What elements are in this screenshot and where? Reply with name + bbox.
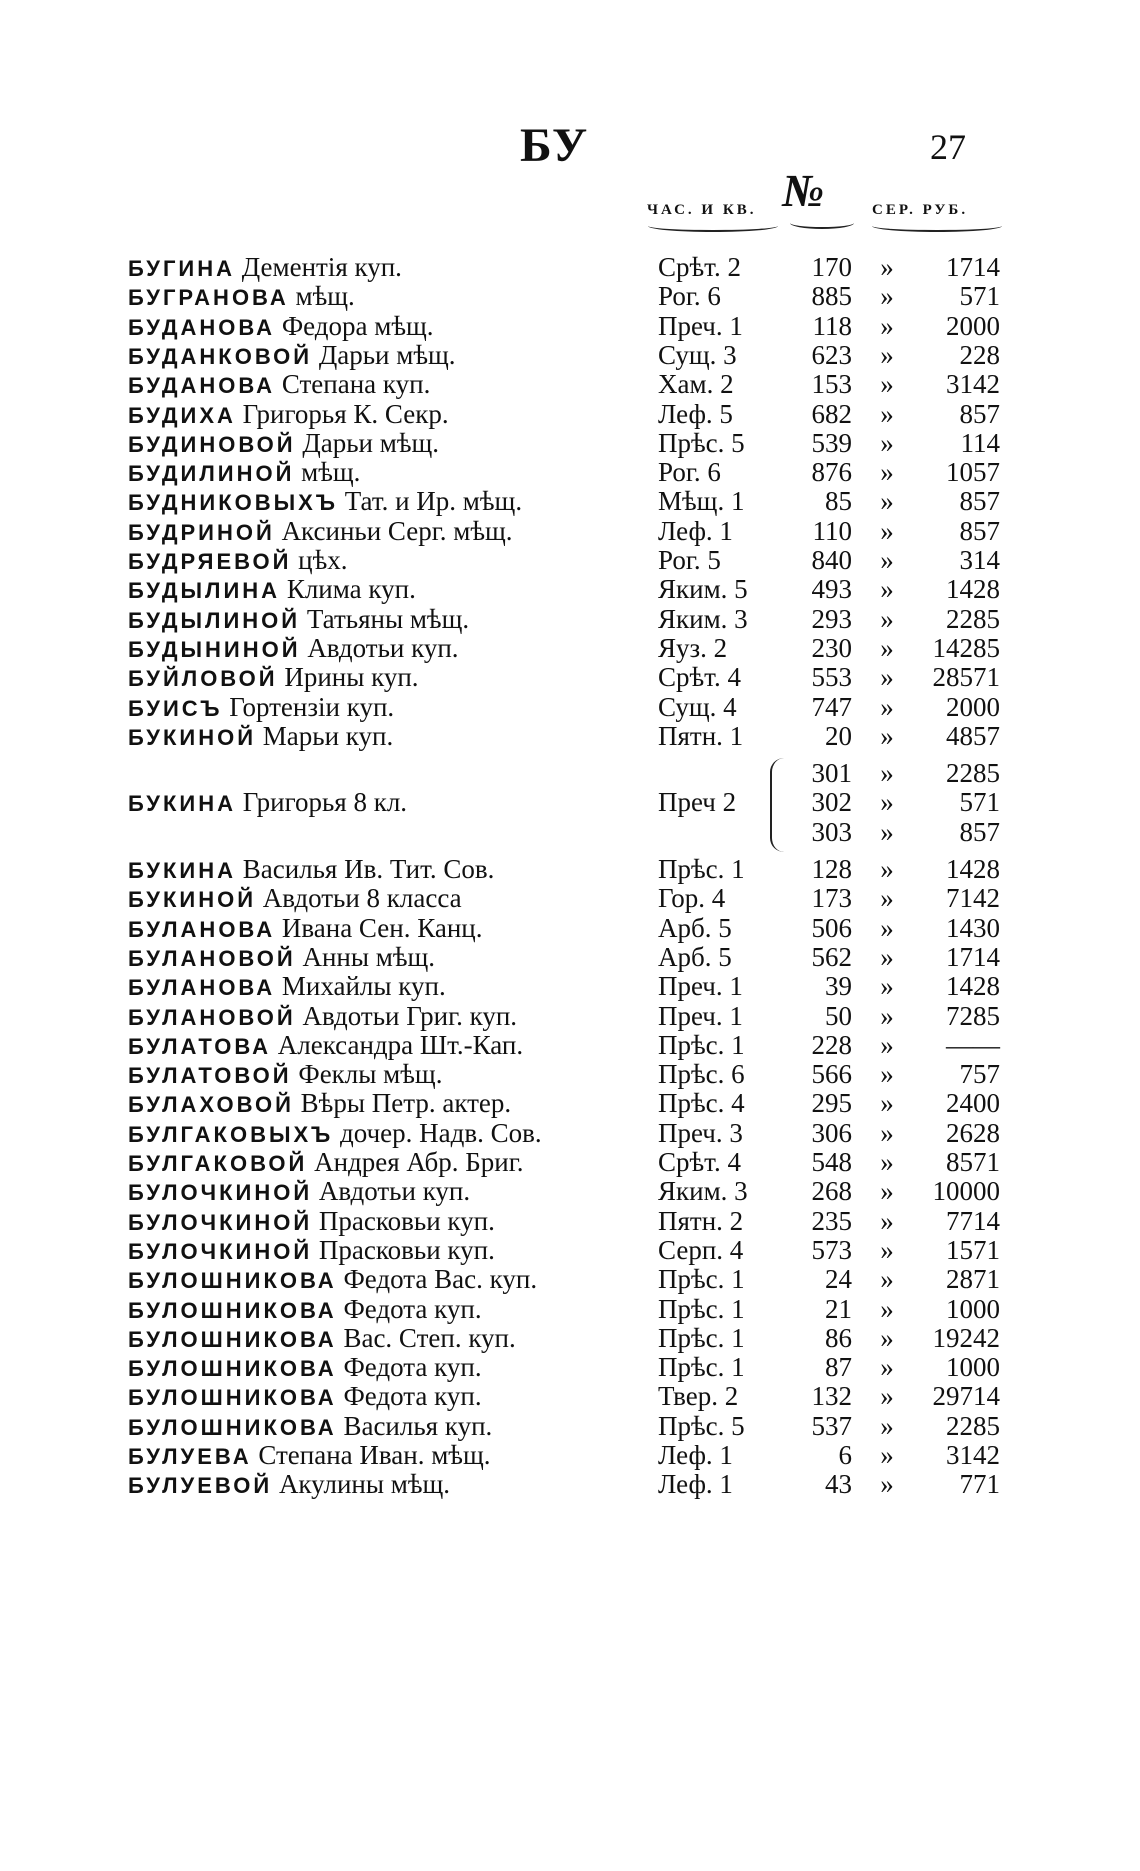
entry-details: Гортензіи куп. [229,691,395,722]
entry-number: 293 [811,603,852,634]
brace-price [872,220,1002,232]
entry-details: Татьяны мѣщ. [306,603,470,634]
entry-number: 548 [811,1147,852,1177]
entry-ditto-mark: » [880,574,894,605]
entry-number: 562 [811,941,852,972]
group-curly-brace [770,758,786,852]
entry-price: 1714 [946,941,1000,972]
entry-surname: БУДЫЛИНА [128,578,281,604]
entry-surname: БУЛОШНИКОВА [128,1297,337,1323]
entry-details: Авдотьи Григ. куп. [302,1000,518,1031]
column-head-quarter: ЧАС. И КВ. [647,202,757,218]
entry-details: цѣх. [298,545,348,575]
entry-number: 228 [811,1029,852,1060]
entry-number: 623 [811,339,852,370]
entry-number: 50 [825,1000,852,1031]
entry-surname: БУДНИКОВЫХЪ [128,490,338,516]
entry-quarter: Срѣт. 4 [658,1147,741,1177]
entry-surname: БУДАНОВА [128,373,276,399]
entry-number: 506 [811,912,852,943]
entry-quarter: Сущ. 3 [658,339,737,370]
entry-surname: БУЛАНОВОЙ [128,1004,296,1030]
entry-price: 19242 [932,1322,1000,1353]
entry-number: 230 [811,632,852,663]
entry-price: 857 [959,515,1000,546]
entry-surname: БУКИНОЙ [128,887,257,913]
entry-price: 114 [960,427,1000,458]
entry-price: 857 [959,486,1000,517]
entry-ditto-mark: » [880,1059,894,1090]
entry-quarter: Прѣс. 1 [658,1264,745,1295]
entry-number: 295 [811,1088,852,1119]
entry-price: —— [946,1029,1000,1060]
entry-ditto-mark: » [880,457,894,488]
entry-price: 1000 [946,1293,1000,1324]
entry-surname: БУЛАНОВА [128,975,276,1001]
entry-ditto-mark: » [880,603,894,634]
entry-details: Андрея Абр. Бриг. [314,1147,524,1177]
entry-details: Григорья 8 кл. [242,787,408,818]
entry-number: 302 [811,787,852,818]
entry-details: Авдотьи куп. [307,632,459,663]
page-number: 27 [930,127,966,167]
entry-number: 876 [811,457,852,488]
entry-price: 228 [959,339,1000,370]
entry-ditto-mark: » [880,1440,894,1470]
entry-quarter: Леф. 1 [658,1440,733,1470]
register-entry [0,1467,1140,1501]
entry-number: 539 [811,427,852,458]
entry-quarter: Рог. 5 [658,545,721,575]
entry-quarter: Преч. 1 [658,310,743,341]
entry-quarter: Арб. 5 [658,912,732,943]
entry-quarter: Преч. 1 [658,971,743,1002]
entry-surname: БУИСЪ [128,695,223,721]
entry-number: 840 [811,545,852,575]
entry-ditto-mark: » [880,545,894,575]
entry-ditto-mark: » [880,1410,894,1441]
entry-price: 3142 [946,369,1000,400]
entry-details: мѣщ. [295,281,355,312]
entry-details: Александра Шт.-Кап. [277,1029,524,1060]
entry-number: 747 [811,691,852,722]
entry-details: Вѣры Петр. актер. [300,1088,512,1119]
entry-details: Федора мѣщ. [281,310,434,341]
group-entry-quarter: Преч 2 [658,787,737,818]
entry-details: Ивана Сен. Канц. [281,912,483,943]
brace-quarter [648,220,778,232]
entry-ditto-mark: » [880,1088,894,1119]
entry-price: 7285 [946,1000,1000,1031]
entry-price: 857 [959,816,1000,847]
entry-number: 118 [812,310,852,341]
entry-details: Тат. и Ир. мѣщ. [344,486,523,517]
entry-details: Степана Иван. мѣщ. [258,1440,491,1470]
entry-details: дочер. Надв. Сов. [340,1117,542,1148]
entry-surname: БУЛОШНИКОВА [128,1385,337,1411]
entry-surname: БУЛОЧКИНОЙ [128,1180,313,1206]
entry-details: Дементія куп. [241,252,402,282]
entry-ditto-mark: » [880,1117,894,1148]
entry-ditto-mark: » [880,883,894,914]
entry-ditto-mark: » [880,1029,894,1060]
entry-details: Прасковьи куп. [318,1234,495,1265]
entry-ditto-mark: » [880,310,894,341]
entry-number: 682 [811,398,852,429]
entry-price: 1430 [946,912,1000,943]
entry-ditto-mark: » [880,941,894,972]
entry-details: Ирины куп. [284,662,419,693]
entry-number: 86 [825,1322,852,1353]
entry-surname: БУЛАХОВОЙ [128,1092,294,1118]
entry-number: 170 [811,252,852,282]
entry-price: 4857 [946,720,1000,751]
entry-price: 2628 [946,1117,1000,1148]
entry-surname: БУДЫЛИНОЙ [128,607,301,633]
entry-quarter: Прѣс. 1 [658,1293,745,1324]
entry-number: 268 [811,1176,852,1207]
entry-number: 21 [825,1293,852,1324]
entry-price: 28571 [932,662,1000,693]
entry-number: 39 [825,971,852,1002]
entry-details: Степана куп. [281,369,431,400]
column-head-number: № [782,165,825,216]
entry-ditto-mark: » [880,339,894,370]
entry-quarter: Леф. 1 [658,515,733,546]
brace-number [790,217,854,229]
entry-surname: БУЛУЕВА [128,1444,252,1469]
entry-surname: БУЛОШНИКОВА [128,1268,337,1294]
entry-price: 2285 [946,603,1000,634]
entry-quarter: Твер. 2 [658,1381,739,1412]
entry-details: Федота Вас. куп. [343,1264,538,1295]
entry-price: 10000 [932,1176,1000,1207]
entry-quarter: Преч. 1 [658,1000,743,1031]
entry-quarter: Яким. 5 [658,574,748,605]
entry-quarter: Прѣс. 1 [658,1029,745,1060]
entry-details: мѣщ. [301,457,361,488]
entry-price: 771 [959,1469,1000,1500]
entry-ditto-mark: » [880,691,894,722]
entry-ditto-mark: » [880,369,894,400]
entry-quarter: Сущ. 4 [658,691,737,722]
entry-details: Аксиньи Серг. мѣщ. [281,515,513,546]
entry-price: 29714 [932,1381,1000,1412]
entry-details: Прасковьи куп. [318,1205,495,1236]
entry-ditto-mark: » [880,515,894,546]
entry-surname: БУДЫНИНОЙ [128,636,301,662]
entry-ditto-mark: » [880,1176,894,1207]
entry-number: 573 [811,1234,852,1265]
group-entry-name [128,785,648,821]
entry-ditto-mark: » [880,912,894,943]
entry-quarter: Гор. 4 [658,883,726,914]
entry-details: Василья куп. [343,1410,493,1441]
entry-surname: БУКИНА [128,791,236,817]
entry-number: 553 [811,662,852,693]
entry-price: 2285 [946,1410,1000,1441]
entry-ditto-mark: » [880,1147,894,1177]
entry-quarter: Яким. 3 [658,603,748,634]
entry-quarter: Пятн. 2 [658,1205,744,1236]
entry-quarter: Прѣс. 1 [658,854,745,884]
entry-ditto-mark: » [880,1264,894,1295]
entry-price: 3142 [946,1440,1000,1470]
entry-number: 6 [838,1440,852,1470]
entry-quarter: Хам. 2 [658,369,734,400]
entry-surname: БУЛГАКОВОЙ [128,1151,308,1176]
entry-number: 110 [812,515,852,546]
entry-quarter: Яуз. 2 [658,632,728,663]
entry-ditto-mark: » [880,816,894,847]
entry-price: 1714 [946,252,1000,282]
entry-ditto-mark: » [880,1205,894,1236]
entry-quarter: Яким. 3 [658,1176,748,1207]
column-head-price: СЕР. РУБ. [872,202,969,218]
entry-ditto-mark: » [880,1381,894,1412]
entry-price: 2400 [946,1088,1000,1119]
entry-number: 87 [825,1352,852,1383]
entry-quarter: Леф. 5 [658,398,733,429]
entry-ditto-mark: » [880,971,894,1002]
entry-name [128,719,648,755]
entry-details: Григорья К. Секр. [242,398,449,429]
entry-quarter: Прѣс. 1 [658,1352,745,1383]
entry-quarter: Срѣт. 4 [658,662,741,693]
entry-quarter: Прѣс. 5 [658,1410,745,1441]
entry-ditto-mark: » [880,632,894,663]
entry-price: 8571 [946,1147,1000,1177]
entry-price: 1428 [946,574,1000,605]
entry-quarter: Срѣт. 2 [658,252,741,282]
entry-ditto-mark: » [880,1293,894,1324]
entry-price: 7714 [946,1205,1000,1236]
entry-details: Дарьи мѣщ. [302,427,440,458]
register-entry [0,719,1140,753]
entry-number: 537 [811,1410,852,1441]
entry-number: 20 [825,720,852,751]
entry-surname: БУДРИНОЙ [128,519,275,545]
entry-details: Дарьи мѣщ. [318,339,456,370]
entry-quarter: Серп. 4 [658,1234,744,1265]
entry-surname: БУЛАНОВОЙ [128,945,296,971]
entry-details: Марьи куп. [262,720,394,751]
entry-ditto-mark: » [880,662,894,693]
entry-number: 885 [811,281,852,312]
entry-surname: БУЛГАКОВЫХЪ [128,1121,334,1147]
entry-quarter: Прѣс. 6 [658,1059,745,1090]
entry-number: 128 [811,854,852,884]
entry-ditto-mark: » [880,427,894,458]
entry-details: Акулины мѣщ. [278,1469,451,1500]
entry-surname: БУДАНОВА [128,314,276,340]
entry-surname: БУЛУЕВОЙ [128,1473,273,1499]
entry-ditto-mark: » [880,1352,894,1383]
entry-number: 24 [825,1264,852,1295]
entry-quarter: Прѣс. 1 [658,1322,745,1353]
entry-surname: БУЛОЧКИНОЙ [128,1238,313,1264]
entry-number: 306 [811,1117,852,1148]
entry-ditto-mark: » [880,787,894,818]
entry-quarter: Прѣс. 5 [658,427,745,458]
entry-number: 85 [825,486,852,517]
entry-surname: БУЛОЧКИНОЙ [128,1209,313,1235]
entry-quarter: Прѣс. 4 [658,1088,745,1119]
entry-price: 314 [959,545,1000,575]
entry-number: 566 [811,1059,852,1090]
entry-details: Авдотьи 8 класса [262,883,462,914]
entry-ditto-mark: » [880,1000,894,1031]
entry-surname: БУЛОШНИКОВА [128,1414,337,1440]
entry-surname: БУДАНКОВОЙ [128,343,313,369]
entry-ditto-mark: » [880,1322,894,1353]
entry-price: 2871 [946,1264,1000,1295]
entry-quarter: Рог. 6 [658,457,721,488]
entry-quarter: Преч. 3 [658,1117,743,1148]
entry-price: 14285 [932,632,1000,663]
entry-price: 571 [959,787,1000,818]
entry-quarter: Рог. 6 [658,281,721,312]
entry-surname: БУКИНОЙ [128,724,257,750]
entry-number: 301 [811,758,852,789]
entry-price: 2000 [946,310,1000,341]
entry-number: 173 [811,883,852,914]
entry-details: Василья Ив. Тит. Сов. [242,854,495,884]
entry-details: Авдотьи куп. [318,1176,471,1207]
entry-surname: БУЛОШНИКОВА [128,1326,337,1352]
entry-surname: БУДИХА [128,402,236,428]
entry-price: 1428 [946,971,1000,1002]
entry-details: Анны мѣщ. [302,941,436,972]
entry-name [128,1467,648,1503]
entry-details: Федота куп. [343,1381,482,1412]
entry-ditto-mark: » [880,1469,894,1500]
entry-price: 1000 [946,1352,1000,1383]
entry-number: 132 [811,1381,852,1412]
entry-ditto-mark: » [880,720,894,751]
entry-ditto-mark: » [880,854,894,884]
entry-ditto-mark: » [880,252,894,282]
entry-number: 303 [811,816,852,847]
entry-details: Федота куп. [343,1293,482,1324]
entry-details: Феклы мѣщ. [298,1059,443,1090]
entry-quarter: Леф. 1 [658,1469,733,1500]
entry-price: 1428 [946,854,1000,884]
entry-surname: БУЛОШНИКОВА [128,1356,337,1382]
entry-price: 2285 [946,758,1000,789]
entry-number: 493 [811,574,852,605]
entry-details: Федота куп. [343,1352,482,1383]
entry-ditto-mark: » [880,1234,894,1265]
entry-number: 43 [825,1469,852,1500]
entry-surname: БУДИНОВОЙ [128,431,296,457]
entry-surname: БУДРЯЕВОЙ [128,549,292,574]
entry-details: Вас. Степ. куп. [343,1322,516,1353]
entry-ditto-mark: » [880,281,894,312]
entry-details: Клима куп. [286,574,416,605]
entry-price: 1571 [946,1234,1000,1265]
entry-price: 1057 [946,457,1000,488]
entry-ditto-mark: » [880,486,894,517]
entry-surname: БУДИЛИНОЙ [128,461,295,487]
entry-price: 571 [959,281,1000,312]
entry-quarter: Арб. 5 [658,941,732,972]
entry-surname: БУЛАТОВА [128,1033,272,1059]
entry-surname: БУЛАТОВОЙ [128,1063,292,1089]
entry-price: 7142 [946,883,1000,914]
entry-surname: БУЛАНОВА [128,916,276,942]
entry-surname: БУГРАНОВА [128,285,289,311]
entry-quarter: Мѣщ. 1 [658,486,745,517]
entry-details: Михайлы куп. [281,971,446,1002]
entry-price: 857 [959,398,1000,429]
entry-number: 153 [811,369,852,400]
entry-ditto-mark: » [880,398,894,429]
entry-price: 2000 [946,691,1000,722]
entry-surname: БУЙЛОВОЙ [128,666,278,692]
entry-number: 235 [811,1205,852,1236]
entry-ditto-mark: » [880,758,894,789]
entry-price: 757 [959,1059,1000,1090]
running-header-letters: БУ [520,119,590,172]
entry-quarter: Пятн. 1 [658,720,744,751]
entry-surname: БУГИНА [128,256,236,281]
entry-surname: БУКИНА [128,858,236,883]
